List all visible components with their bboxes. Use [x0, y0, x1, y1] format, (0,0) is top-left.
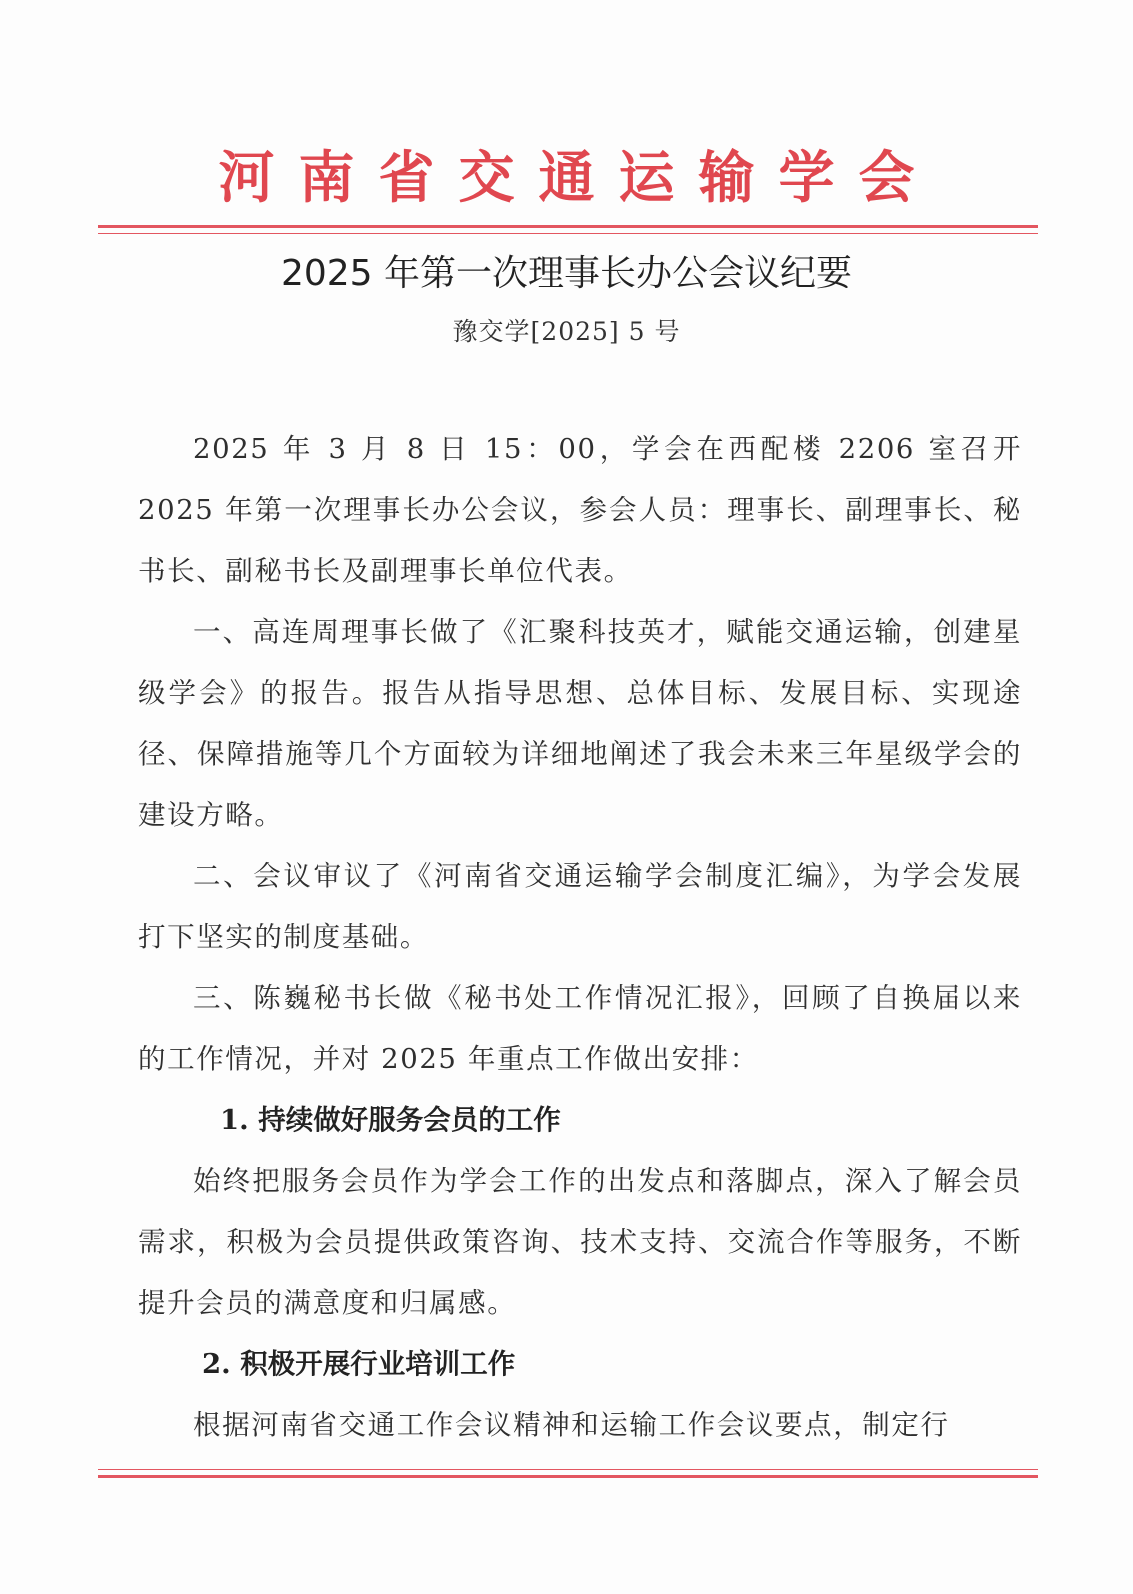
letterhead-rule-thick: [98, 225, 1038, 228]
letterhead-rule-thin: [98, 233, 1038, 234]
document-number: 豫交学[2025] 5 号: [452, 317, 681, 346]
paragraph-item-2: 二、会议审议了《河南省交通运输学会制度汇编》，为学会发展打下坚实的制度基础。: [138, 860, 1022, 953]
section-heading-1: 1. 持续做好服务会员的工作: [220, 1104, 561, 1136]
paragraph-training: 根据河南省交通工作会议精神和运输工作会议要点，制定行: [193, 1409, 950, 1441]
document-title: 2025 年第一次理事长办公会议纪要: [280, 253, 853, 294]
paragraph-item-1: 一、高连周理事长做了《汇聚科技英才，赋能交通运输，创建星级学会》的报告。报告从指导思想、总体目标、发展目标、实现途径、保障措施等几个方面较为详细地阐述了我会未来三年星级学会的建设方略。: [138, 616, 1022, 831]
paragraph-service-members: 始终把服务会员作为学会工作的出发点和落脚点，深入了解会员需求，积极为会员提供政策咨询、技术支持、交流合作等服务，不断提升会员的满意度和归属感。: [138, 1165, 1022, 1319]
section-heading-2: 2. 积极开展行业培训工作: [202, 1348, 516, 1380]
footer-rule-thick: [98, 1475, 1038, 1478]
footer-rule-thin: [98, 1469, 1038, 1470]
paragraph-intro: 2025 年 3 月 8 日 15：00，学会在西配楼 2206 室召开 2025 年第一次理事长办公会议，参会人员：理事长、副理事长、秘书长、副秘书长及副理事长单位代表。: [138, 433, 1022, 587]
document-body: [138, 419, 1022, 1456]
paragraph-item-3: 三、陈巍秘书长做《秘书处工作情况汇报》，回顾了自换届以来的工作情况，并对 2025 年重点工作做出安排：: [138, 982, 1022, 1075]
organization-letterhead: 河南省交通运输学会: [218, 145, 939, 211]
